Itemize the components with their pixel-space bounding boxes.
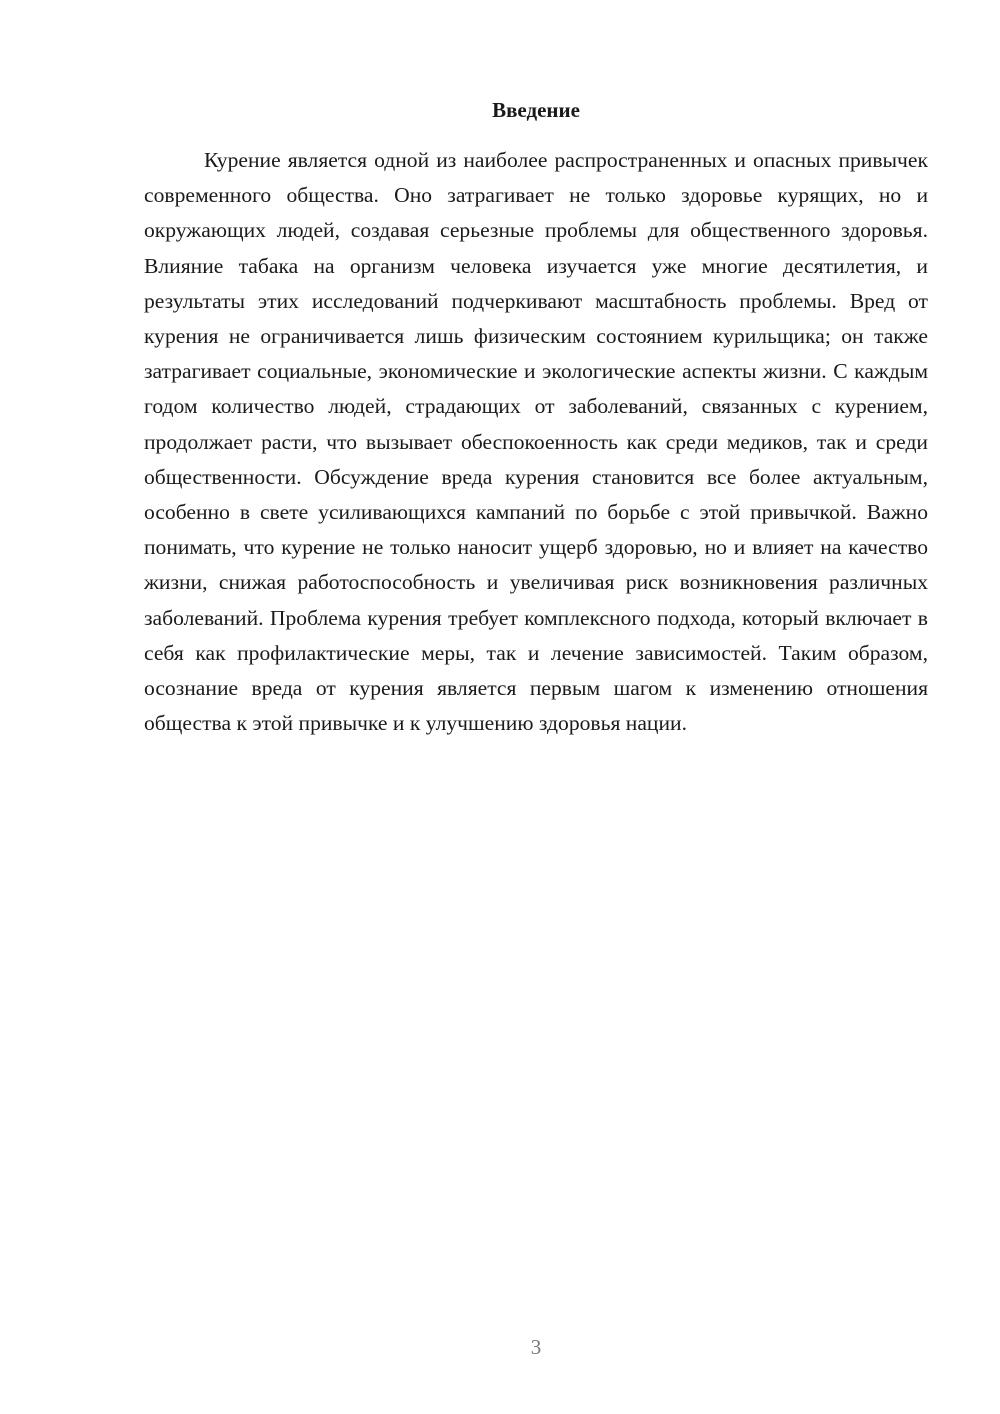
section-title: Введение [492, 98, 580, 122]
intro-paragraph: Курение является одной из наиболее распространенных и опасных привычек современного общества. Оно затрагивает не только здоровье курящих, но и окружающих людей, создавая серьезные проблемы для общественного здоровья. Влияние табака на организм человека изучается уже многие десятилетия, и результаты этих исследований подчеркивают масштабность проблемы. Вред от курения не ограничивается лишь физическим состоянием курильщика; он также затрагивает социальные, экономические и экологические аспекты жизни. С каждым годом количество людей, страдающих от заболеваний, связанных с курением, продолжает расти, что вызывает обеспокоенность как среди медиков, так и среди общественности. Обсуждение вреда курения становится все более актуальным, особенно в свете усиливающихся кампаний по борьбе с этой привычкой. Важно понимать, что курение не только наносит ущерб здоровью, но и влияет на качество жизни, снижая работоспособность и увеличивая риск возникновения различных заболеваний. Проблема курения требует комплексного подхода, который включает в себя как профилактические меры, так и лечение зависимостей. Таким образом, осознание вреда от курения является первым шагом к изменению отношения общества к этой привычке и к улучшению здоровья нации. [144, 148, 928, 736]
page-number: 3 [530, 1335, 542, 1359]
